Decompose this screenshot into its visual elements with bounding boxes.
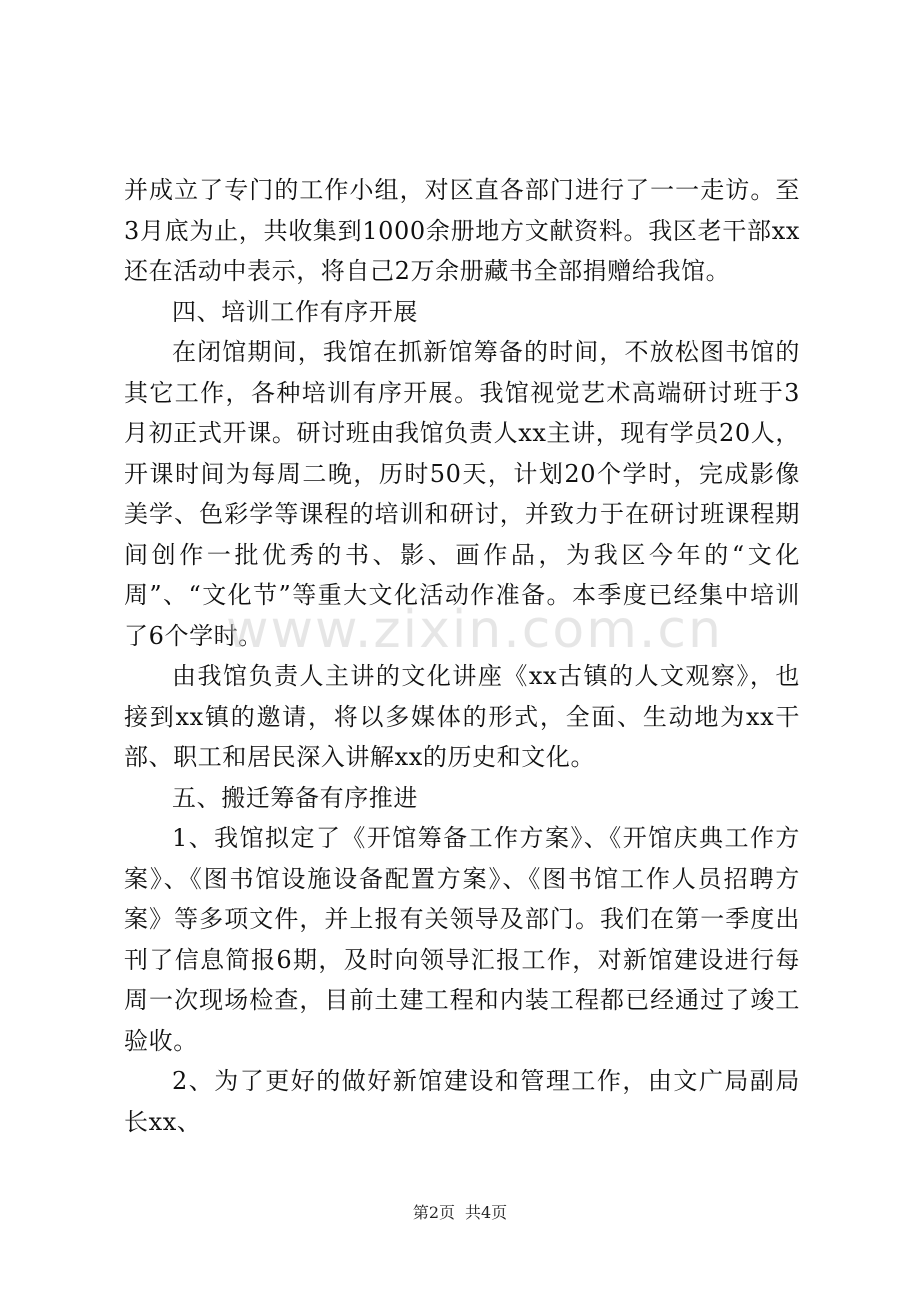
watermark: www.zixin.com.cn <box>226 600 723 660</box>
paragraph-relocation-2: 2、为了更好的做好新馆建设和管理工作，由文广局副局长xx、 <box>124 1067 800 1136</box>
section-heading-training: 四、培训工作有序开展 <box>172 297 418 326</box>
page-number: 第2页 <box>412 1203 455 1222</box>
paragraph-relocation-1: 1、我馆拟定了《开馆筹备工作方案》、《开馆庆典工作方案》、《图书馆设施设备配置方案》、《图书馆工作人员招聘方案》等多项文件，并上报有关领导及部门。我们在第一季度出刊了信息简报6期，及时向领导汇报工作，对新馆建设进行每周一次现场检查，目前土建工程和内装工程都已经通过了竣工验收。 <box>124 824 800 1055</box>
paragraph-training: 在闭馆期间，我馆在抓新馆筹备的时间，不放松图书馆的其它工作，各种培训有序开展。我馆视觉艺术高端研讨班于3月初正式开课。研讨班由我馆负责人xx主讲，现有学员20人，开课时间为每周二晚，历时50天，计划20个学时，完成影像美学、色彩学等课程的培训和研讨，并致力于在研讨班课程期间创作一批优秀的书、影、画作品，为我区今年的“文化周”、“文化节”等重大文化活动作准备。本季度已经集中培训了6个学时。 <box>124 338 800 650</box>
page-footer <box>0 1200 920 1223</box>
paragraph-1: 并成立了专门的工作小组，对区直各部门进行了一一走访。至3月底为止，共收集到1000余册地方文献资料。我区老干部xx还在活动中表示，将自己2万余册藏书全部捐赠给我馆。 <box>124 176 800 285</box>
section-heading-relocation: 五、搬迁筹备有序推进 <box>172 783 418 812</box>
paragraph-lecture: 由我馆负责人主讲的文化讲座《xx古镇的人文观察》，也接到xx镇的邀请，将以多媒体的形式，全面、生动地为xx干部、职工和居民深入讲解xx的历史和文化。 <box>124 662 800 771</box>
page-total: 共4页 <box>465 1203 508 1222</box>
